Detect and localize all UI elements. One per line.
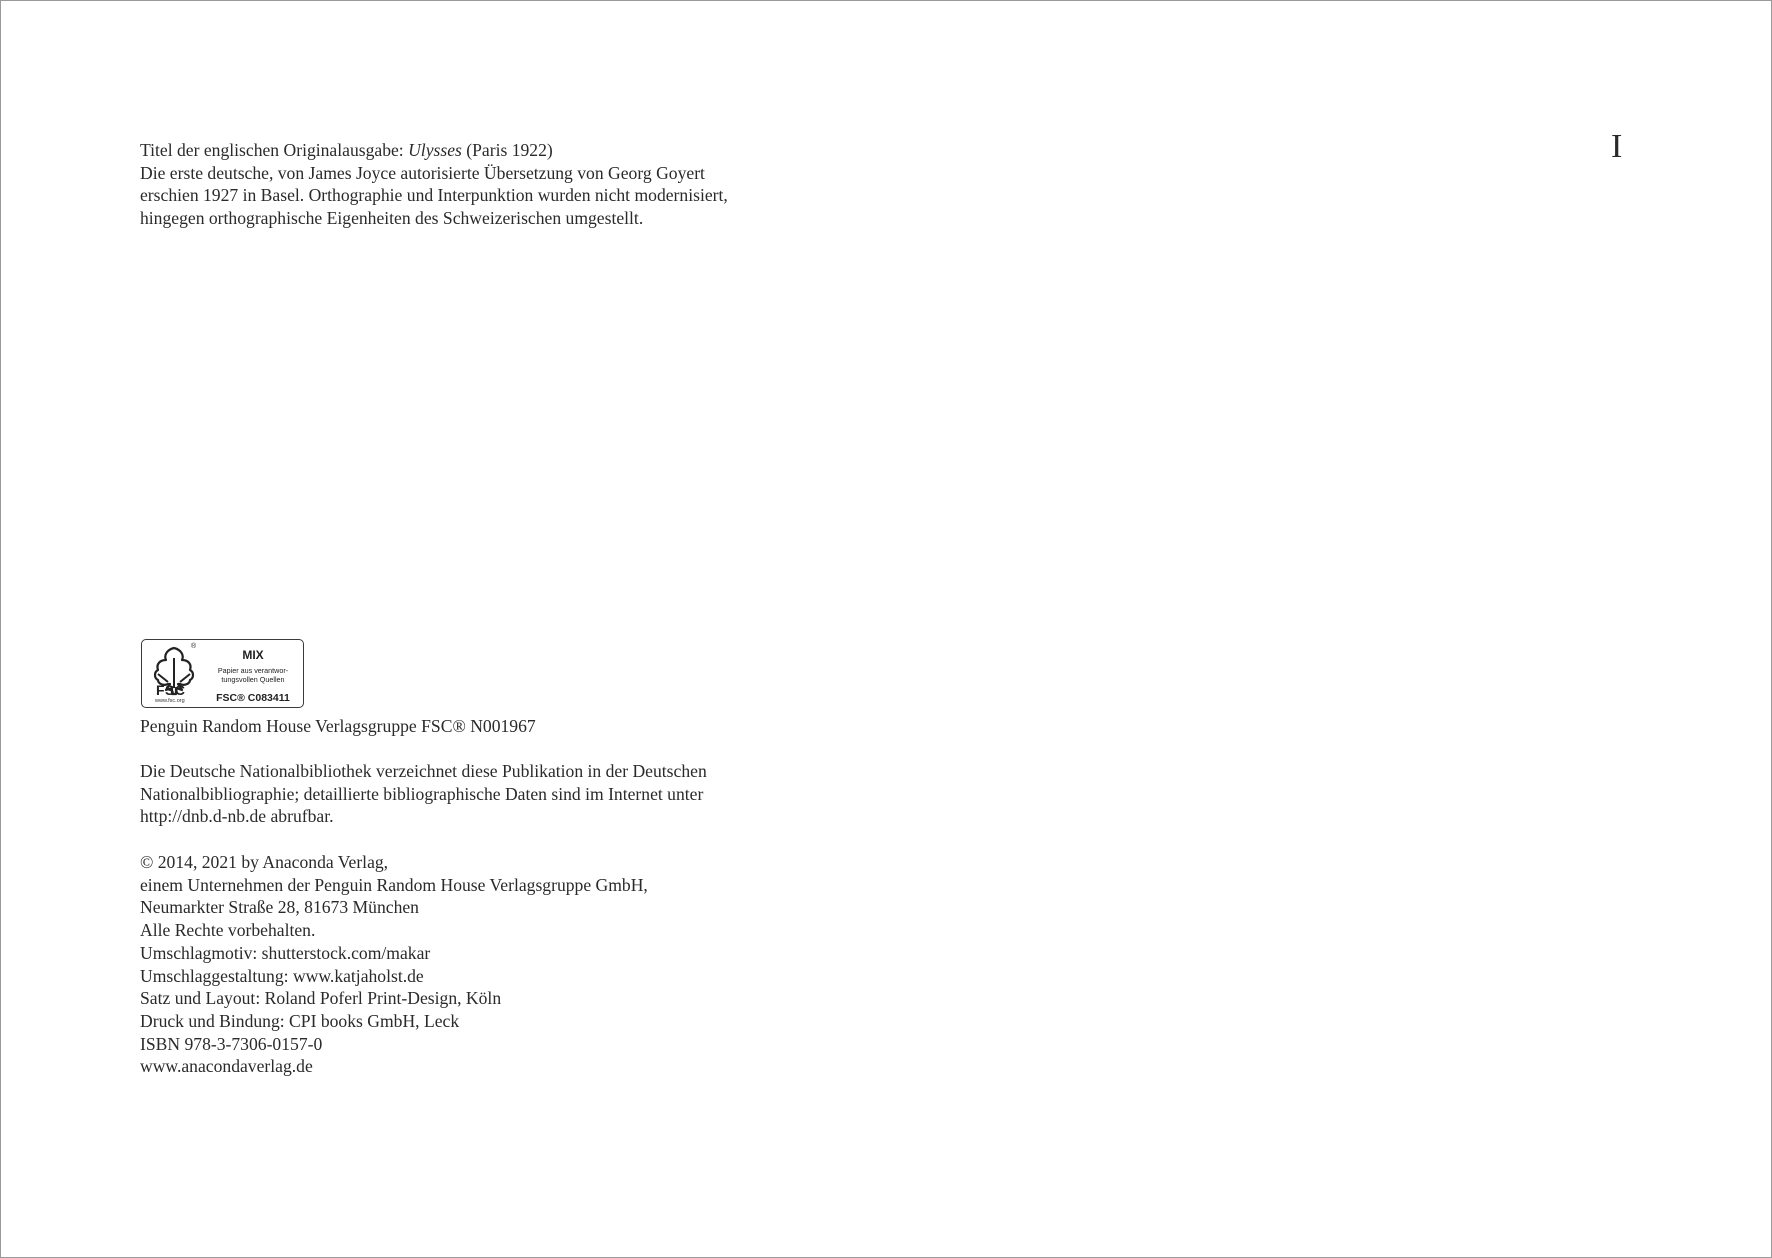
dnb-line: Die Deutsche Nationalbibliothek verzeichnet diese Publikation in der Deutschen <box>140 761 707 781</box>
fsc-url: www.fsc.org <box>155 698 185 704</box>
printing-line: Druck und Bindung: CPI books GmbH, Leck <box>140 1010 460 1031</box>
fsc-paper-text: Papier aus verantwor-tungsvollen Quellen <box>217 666 289 684</box>
rights-line: Alle Rechte vorbehalten. <box>140 920 316 941</box>
cover-motif-line: Umschlagmotiv: shutterstock.com/makar <box>140 942 431 963</box>
original-title-prefix: Titel der englischen Originalausgabe: <box>140 140 409 160</box>
fsc-registered-mark: ® <box>191 643 197 650</box>
fsc-brand: FSC <box>156 682 186 698</box>
original-title: Ulysses <box>408 140 462 160</box>
fsc-license-line: Penguin Random House Verlagsgruppe FSC® N001967 <box>140 716 536 736</box>
dnb-note <box>140 760 707 828</box>
cover-design-line: Umschlaggestaltung: www.katjaholst.de <box>140 965 424 986</box>
website-line: www.anacondaverlag.de <box>140 1056 313 1077</box>
translation-note-line: erschien 1927 in Basel. Orthographie und Interpunktion wurden nicht modernisiert, <box>140 185 728 206</box>
dnb-line: Nationalbibliographie; detaillierte bibliographische Daten sind im Internet unter <box>140 783 704 804</box>
isbn-line: ISBN 978-3-7306-0157-0 <box>140 1033 323 1054</box>
original-title-suffix: (Paris 1922) <box>461 140 553 160</box>
dnb-line: http://dnb.d-nb.de abrufbar. <box>140 806 334 827</box>
fsc-logo <box>141 639 304 708</box>
publisher-line: einem Unternehmen der Penguin Random House Verlagsgruppe GmbH, <box>140 874 648 895</box>
fsc-mix-label: MIX <box>242 648 264 662</box>
fsc-code: FSC® C083411 <box>216 692 290 704</box>
translation-note-line: Die erste deutsche, von James Joyce autorisierte Übersetzung von Georg Goyert <box>140 162 705 183</box>
address-line: Neumarkter Straße 28, 81673 München <box>140 897 419 918</box>
original-edition-note <box>140 139 728 230</box>
translation-note-line: hingegen orthographische Eigenheiten des Schweizerischen umgestellt. <box>140 208 644 229</box>
imprint <box>140 851 648 1078</box>
typesetting-line: Satz und Layout: Roland Poferl Print-Design, Köln <box>140 988 502 1009</box>
original-title-line <box>140 139 728 162</box>
page-number: I <box>1611 128 1623 165</box>
copyright-line: © 2014, 2021 by Anaconda Verlag, <box>140 852 389 872</box>
